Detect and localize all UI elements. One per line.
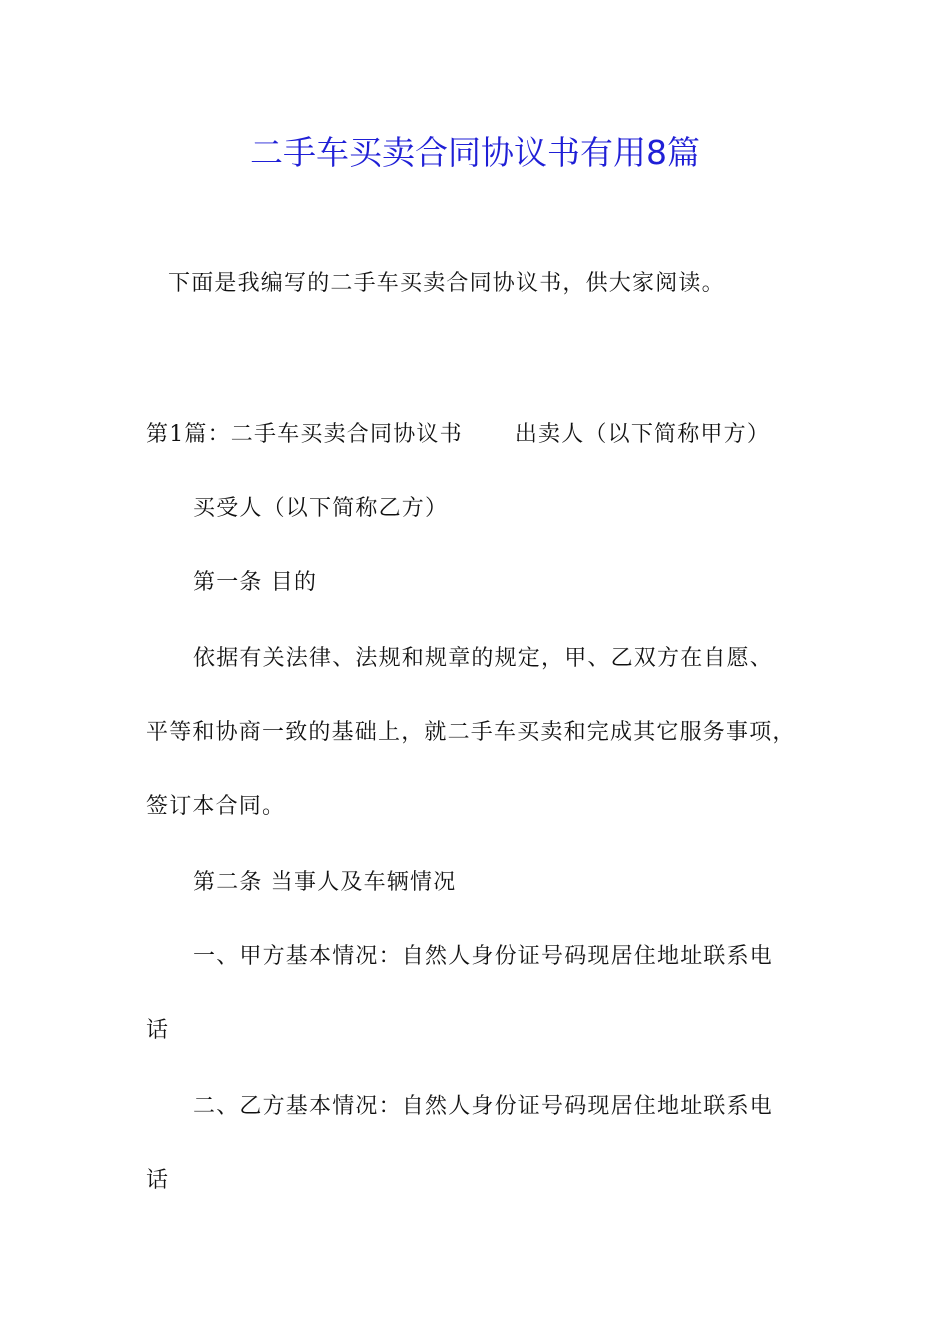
article-1-heading: 第一条 目的 bbox=[193, 570, 318, 595]
section-heading: 第1篇：二手车买卖合同协议书 bbox=[146, 422, 463, 447]
buyer-label: 买受人（以下简称乙方） bbox=[193, 496, 449, 521]
document-title: 二手车买卖合同协议书有用8篇 bbox=[250, 133, 700, 172]
section-heading-line bbox=[146, 418, 770, 452]
article-2-heading: 第二条 当事人及车辆情况 bbox=[193, 870, 457, 895]
seller-label: 出卖人（以下简称甲方） bbox=[514, 422, 771, 447]
party-b-info-line-2: 话 bbox=[146, 1168, 170, 1193]
article-1-paragraph-line-3: 签订本合同。 bbox=[146, 794, 286, 819]
party-b-info-line-1: 二、乙方基本情况：自然人身份证号码现居住地址联系电 bbox=[193, 1094, 774, 1119]
intro-paragraph: 下面是我编写的二手车买卖合同协议书，供大家阅读。 bbox=[168, 271, 725, 296]
article-1-paragraph-line-2: 平等和协商一致的基础上，就二手车买卖和完成其它服务事项， bbox=[146, 720, 796, 745]
party-a-info-line-1: 一、甲方基本情况：自然人身份证号码现居住地址联系电 bbox=[193, 944, 774, 969]
article-1-paragraph-line-1: 依据有关法律、法规和规章的规定，甲、乙双方在自愿、 bbox=[193, 646, 774, 671]
party-a-info-line-2: 话 bbox=[146, 1018, 170, 1043]
